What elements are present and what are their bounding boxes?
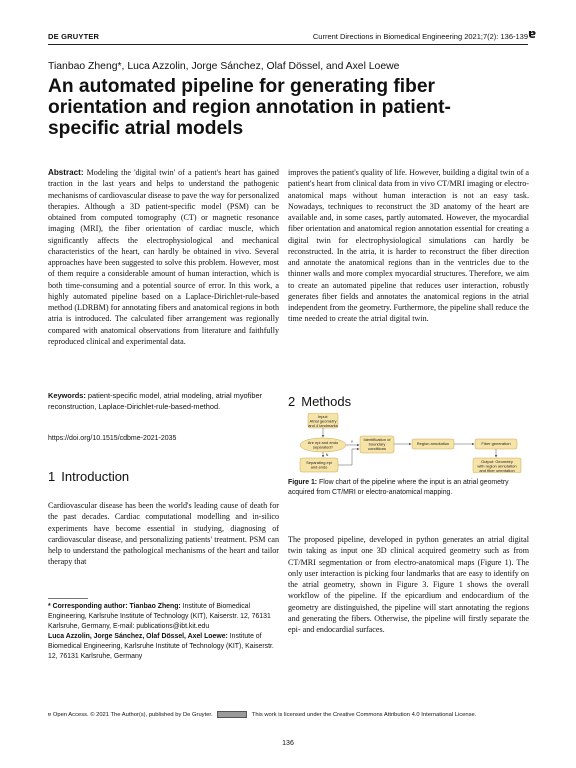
footnote: [48, 602, 280, 662]
figure-1-flowchart: [290, 413, 530, 473]
methods-heading: [288, 394, 351, 409]
journal-citation: Current Directions in Biomedical Engineering 2021;7(2): 136-139: [312, 32, 528, 41]
keywords-label: Keywords:: [48, 391, 86, 400]
flow-region-text: Region annotation: [416, 441, 450, 446]
flow-text-line: and endo: [310, 464, 328, 470]
flow-output-text: [477, 459, 516, 473]
flow-text-line: boundary: [368, 441, 386, 447]
flow-text-line: conditions: [367, 446, 387, 452]
corr-author-label: * Corresponding author: Tianbao Zheng:: [48, 603, 181, 610]
intro-title: Introduction: [61, 469, 130, 484]
flow-text-line: with region annotation: [477, 463, 517, 469]
figure-1-caption-text: Flow chart of the pipeline where the input is an atrial geometry acquired from CT/MRI or electro-anatomical mapping.: [288, 479, 509, 496]
abstract-label: Abstract:: [48, 168, 84, 177]
intro-heading: [48, 469, 129, 484]
methods-number: 2: [288, 394, 296, 409]
flow-text-line: and 4 landmarks: [308, 423, 338, 429]
flow-text-line: Separating epi: [306, 460, 332, 465]
abstract-text: Modeling the 'digital twin' of a patient's heart has gained traction in the last years and helps to understand the pathogenic mechanisms of cardiovascular disease to pave the way for personalized therapies. Although a 3D patient-specific model (PSM) can be obtained from computed tomography (CT) or magnetic resonance imaging (MRI), the fiber orientation of cardiac muscle, which significantly affects the electrophysiological and mechanical characteristics of the heart, can hardly be obtained in vivo. Several approaches have been suggested to solve this problem. However, most of them require a considerable amount of human interaction, which is both time-consuming and a potential source of error. In this work, a highly automated pipeline based on a Laplace-Dirichlet-rule-based method (LDRBM) for annotating fibers and anatomical regions in both atria is introduced. The calculated fiber arrangement was regionally compared with anatomical observations from literature and faithfully reproduced clinical and experimental data.: [48, 168, 279, 346]
abstract: [48, 167, 279, 347]
page-number: 136: [282, 740, 294, 747]
corr-author-text: Institute of Biomedical Engineering, Karlsruhe Institute of Technology (KIT), Kaiserstr. 12, 76131 Karlsruhe, Germany, E-mail: publications@ibt.kit.edu: [48, 603, 271, 630]
flow-text-line: Output: Geometry: [481, 459, 513, 464]
doi-link[interactable]: https://doi.org/10.1515/cdbme-2021-2035: [48, 435, 177, 442]
flow-text-line: Atrial geometry: [309, 418, 337, 424]
flow-text-line: Are epi and endo: [307, 440, 339, 445]
keywords: [48, 390, 268, 412]
license-line: [48, 711, 528, 718]
figure-1-label: Figure 1:: [288, 479, 318, 486]
flow-text-line: separated?: [312, 444, 334, 450]
intro-number: 1: [48, 469, 56, 484]
running-header: [48, 30, 528, 44]
license-cc-text: This work is licensed under the Creative Commons Attribution 4.0 International License.: [251, 712, 477, 719]
methods-title: Methods: [301, 394, 352, 409]
open-access-icon: ɐ: [528, 27, 537, 41]
flow-text-line: Input:: [317, 414, 329, 419]
figure-1-caption: [288, 478, 528, 498]
article-title: An automated pipeline for generating fiber orientation and region annotation in patient-specific atrial models: [48, 76, 451, 139]
cc-by-icon: [217, 711, 247, 718]
coauthors-label: Luca Azzolin, Jorge Sánchez, Olaf Dössel, Axel Loewe:: [48, 633, 228, 640]
coauthors-text: Institute of Biomedical Engineering, Karlsruhe Institute of Technology (KIT), Kaiserstr. 12, 76131 Karlsruhe, Germany: [48, 633, 274, 660]
flow-arrow: [338, 449, 359, 465]
footnote-rule: [48, 598, 88, 599]
keywords-text: patient-specific model, atrial modeling, atrial myofiber reconstruction, Laplace-Dirichlet-rule-based-method.: [48, 391, 263, 411]
license-open-access: ɐ Open Access. © 2021 The Author(s), published by De Gruyter.: [48, 712, 213, 719]
methods-text: The proposed pipeline, developed in python generates an atrial digital twin taking as input one 3D clinical acquired geometry such as from CT/MRI segmentation or from electro-anatomical maps (Figure 1). The only user interaction is picking four landmarks that are easy to identify on the atrial geometry, shown in Figure 3. Figure 1 shows the overall workflow of the pipeline. If the epicardium and endocardium of the geometry are distinguished, the pipeline will start annotating the regions and generating the fibers. Otherwise, the pipeline will firstly separate the epi- and endocardial surfaces.: [288, 535, 529, 634]
flow-fiber-text: Fiber generation: [481, 441, 511, 446]
author-list: Tianbao Zheng*, Luca Azzolin, Jorge Sánchez, Olaf Dössel, and Axel Loewe: [48, 61, 400, 72]
flow-text-line: and fiber orientation: [479, 468, 515, 473]
intro-continued: improves the patient's quality of life. However, building a digital twin of a patient's heart from clinical data from in vivo CT/MRI imaging or electro-anatomical maps without human interaction is not an easy task. Nowadays, techniques to reconstruct the 3D anatomy of the heart are available and, in some cases, partly automated. However, the myocardial fiber orientation and anatomical region annotation essential for creating a digital twin for electrophysiological simulations can hardly be reconstructed. In the atria, it is harder to reconstruct the fiber direction and annotate the anatomical regions than in the ventricles due to the thinner walls and more complex myocardial structures. Therefore, we aim to create an automated pipeline that reduces user interaction, robustly generates fiber fields and annotates the anatomical regions in the atrial independent from the geometry. Furthermore, the pipeline shall reduce the time needed to create the atrial digital twin.: [288, 168, 529, 324]
publisher-name: DE GRUYTER: [48, 32, 100, 41]
intro-text: Cardiovascular disease has been the world's leading cause of death for the past decades. Cardiac computational modelling and in-silico experiments have become essential in studying, diagnosing of cardiovascular disease, and personalizing patients' treatment. PSM can help to understand the pathological mechanisms of the heart and tailor therapy that: [48, 501, 279, 567]
flow-no-label: N: [325, 453, 329, 457]
header-rule: [48, 44, 528, 45]
flow-yes-label: Y: [350, 440, 354, 444]
flow-text-line: Identification of: [363, 437, 391, 442]
